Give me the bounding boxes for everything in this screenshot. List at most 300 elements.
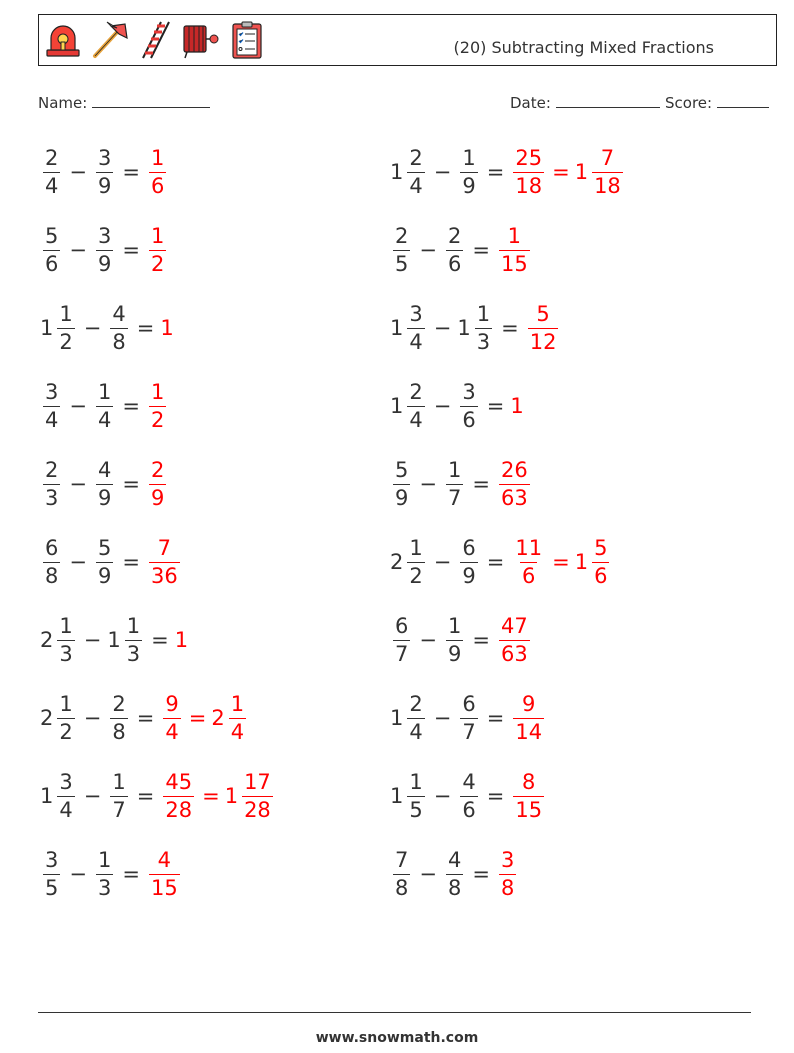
answer-numerator: 7 — [157, 535, 172, 560]
minuend-denominator: 4 — [409, 407, 423, 432]
answer-whole: 1 — [510, 394, 524, 418]
problem-item — [390, 220, 533, 280]
equals-sign: = — [122, 862, 140, 886]
equals-sign: = — [472, 238, 490, 262]
subtrahend-denominator: 9 — [447, 641, 462, 666]
minuend-denominator: 4 — [45, 173, 59, 198]
subtrahend-whole: 1 — [107, 628, 121, 652]
minuend-whole: 1 — [40, 316, 54, 340]
subtrahend-fraction — [125, 613, 142, 666]
subtrahend-denominator: 3 — [97, 875, 112, 900]
subtrahend-fraction — [446, 223, 463, 276]
problem-item — [40, 298, 175, 358]
minuend-fraction — [57, 769, 74, 822]
subtrahend-denominator: 7 — [462, 719, 476, 744]
subtrahend-numerator: 3 — [462, 379, 476, 404]
minuend-numerator: 2 — [45, 145, 59, 170]
answer-numerator: 2 — [150, 457, 165, 482]
answer-equals-sign: = — [202, 784, 220, 808]
minuend-denominator: 2 — [409, 563, 423, 588]
problem-item — [390, 142, 626, 202]
ladder-icon — [135, 20, 175, 60]
equals-sign: = — [136, 316, 155, 340]
equals-sign: = — [501, 316, 519, 340]
answer-mixed-numerator: 17 — [244, 769, 271, 794]
problem-item — [40, 454, 169, 514]
answer-denominator: 6 — [150, 173, 165, 198]
answer — [510, 769, 547, 822]
subtrahend-numerator: 1 — [462, 145, 476, 170]
minuend-fraction — [57, 691, 74, 744]
problem-item — [390, 688, 547, 748]
answer-numerator: 9 — [522, 691, 536, 716]
subtrahend-numerator: 1 — [112, 769, 126, 794]
answer-numerator: 5 — [536, 301, 550, 326]
answer-denominator: 2 — [150, 407, 165, 432]
subtrahend-fraction — [96, 223, 113, 276]
answer-numerator: 26 — [500, 457, 528, 482]
subtrahend-denominator: 3 — [126, 641, 141, 666]
minuend-numerator: 6 — [45, 535, 59, 560]
minuend-denominator: 4 — [409, 173, 423, 198]
minuend-whole: 2 — [390, 550, 404, 574]
answer-numerator: 4 — [157, 847, 172, 872]
minuend-whole: 1 — [390, 706, 404, 730]
worksheet-title: (20) Subtracting Mixed Fractions — [453, 38, 714, 57]
answer — [160, 691, 249, 744]
equals-sign: = — [486, 394, 505, 418]
subtrahend-denominator: 7 — [112, 797, 126, 822]
subtrahend-denominator: 3 — [476, 329, 491, 354]
minus-sign: − — [419, 472, 437, 496]
score-label: Score: — [665, 94, 713, 112]
problem-item — [390, 532, 612, 592]
answer-fraction — [163, 691, 180, 744]
minuend-whole: 1 — [390, 784, 404, 808]
minuend-numerator: 2 — [409, 691, 423, 716]
minuend-whole: 1 — [390, 394, 404, 418]
answer-denominator: 63 — [500, 641, 528, 666]
answer — [510, 535, 612, 588]
minuend-fraction — [43, 457, 60, 510]
minuend-denominator: 5 — [45, 875, 59, 900]
minuend-denominator: 2 — [59, 329, 73, 354]
subtrahend-fraction — [446, 457, 463, 510]
subtrahend-denominator: 8 — [112, 719, 126, 744]
equals-sign: = — [122, 550, 140, 574]
subtrahend-denominator: 6 — [447, 251, 462, 276]
answer — [146, 379, 169, 432]
answer-mixed-fraction — [229, 691, 246, 744]
subtrahend-denominator: 9 — [97, 173, 112, 198]
equals-sign: = — [486, 706, 505, 730]
equals-sign: = — [151, 628, 169, 652]
answer-numerator: 1 — [150, 379, 165, 404]
problem-item — [40, 142, 169, 202]
answer — [496, 613, 533, 666]
minus-sign: − — [69, 238, 87, 262]
minuend-fraction — [57, 613, 74, 666]
subtrahend-numerator: 1 — [97, 379, 112, 404]
answer-whole: 1 — [160, 316, 174, 340]
answer-denominator: 28 — [165, 797, 193, 822]
minuend-fraction — [43, 145, 60, 198]
equals-sign: = — [122, 160, 140, 184]
answer-fraction — [513, 535, 544, 588]
subtrahend-denominator: 9 — [462, 173, 476, 198]
minuend-numerator: 3 — [409, 301, 423, 326]
minus-sign: − — [419, 628, 437, 652]
answer-mixed-denominator: 28 — [244, 797, 271, 822]
answer-fraction — [149, 847, 180, 900]
minus-sign: − — [433, 316, 452, 340]
subtrahend-fraction — [446, 613, 463, 666]
fire-hose-reel-icon — [181, 20, 221, 60]
minuend-fraction — [43, 535, 60, 588]
minus-sign: − — [433, 394, 452, 418]
answer-numerator: 3 — [500, 847, 515, 872]
minuend-fraction — [393, 613, 410, 666]
subtrahend-fraction — [96, 457, 113, 510]
minuend-whole: 2 — [40, 628, 54, 652]
minuend-whole: 1 — [40, 784, 54, 808]
name-label: Name: — [38, 94, 88, 112]
minuend-numerator: 1 — [409, 535, 423, 560]
subtrahend-fraction — [460, 145, 477, 198]
answer-fraction — [499, 457, 530, 510]
answer-denominator: 15 — [150, 875, 178, 900]
date-blank — [556, 93, 660, 108]
subtrahend-denominator: 9 — [97, 485, 112, 510]
minus-sign: − — [83, 316, 102, 340]
answer-denominator: 36 — [150, 563, 178, 588]
equals-sign: = — [122, 238, 140, 262]
minuend-numerator: 1 — [409, 769, 423, 794]
minus-sign: − — [433, 160, 452, 184]
minuend-numerator: 2 — [45, 457, 59, 482]
equals-sign: = — [486, 784, 505, 808]
equals-sign: = — [122, 394, 140, 418]
worksheet-header — [38, 14, 777, 66]
subtrahend-numerator: 1 — [476, 301, 491, 326]
minuend-numerator: 3 — [45, 379, 59, 404]
minus-sign: − — [69, 472, 87, 496]
minuend-denominator: 7 — [395, 641, 409, 666]
equals-sign: = — [122, 472, 140, 496]
answer-mixed-numerator: 7 — [600, 145, 615, 170]
minuend-numerator: 5 — [45, 223, 59, 248]
problem-item — [390, 376, 525, 436]
name-field — [38, 93, 210, 112]
fire-axe-icon — [89, 20, 129, 60]
subtrahend-fraction — [96, 535, 113, 588]
minus-sign: − — [83, 628, 102, 652]
subtrahend-numerator: 4 — [462, 769, 476, 794]
answer-whole: 1 — [174, 628, 189, 652]
answer — [146, 847, 183, 900]
subtrahend-fraction — [110, 691, 127, 744]
subtrahend-denominator: 9 — [97, 251, 112, 276]
answer-mixed-whole: 2 — [211, 706, 225, 730]
answer — [146, 145, 169, 198]
problem-item — [390, 844, 519, 904]
answer-fraction — [513, 769, 544, 822]
minuend-numerator: 7 — [395, 847, 409, 872]
answer-numerator: 47 — [500, 613, 528, 638]
equals-sign: = — [472, 628, 490, 652]
minuend-numerator: 1 — [59, 301, 73, 326]
clipboard-checklist-icon — [227, 20, 267, 60]
minuend-fraction — [407, 691, 424, 744]
subtrahend-numerator: 1 — [447, 457, 462, 482]
problem-item — [40, 610, 189, 670]
problem-item — [40, 220, 169, 280]
subtrahend-numerator: 1 — [447, 613, 462, 638]
answer — [496, 457, 533, 510]
minuend-denominator: 4 — [409, 719, 423, 744]
answer-equals-sign: = — [188, 706, 207, 730]
answer-denominator: 14 — [515, 719, 543, 744]
problem-item — [40, 688, 249, 748]
minuend-fraction — [407, 145, 424, 198]
answer-mixed-fraction — [592, 535, 609, 588]
equals-sign: = — [486, 550, 505, 574]
answer-fraction — [499, 847, 516, 900]
score-field — [665, 93, 769, 112]
date-field — [510, 93, 660, 112]
subtrahend-numerator: 1 — [126, 613, 141, 638]
minuend-fraction — [43, 223, 60, 276]
subtrahend-denominator: 6 — [462, 797, 476, 822]
answer-mixed-whole: 1 — [574, 160, 589, 184]
answer-numerator: 1 — [150, 145, 165, 170]
minuend-numerator: 2 — [409, 379, 423, 404]
answer-numerator: 1 — [150, 223, 165, 248]
answer-denominator: 9 — [150, 485, 165, 510]
problem-item — [40, 532, 183, 592]
answer-denominator: 63 — [500, 485, 528, 510]
minus-sign: − — [419, 238, 437, 262]
answer-denominator: 2 — [150, 251, 165, 276]
minus-sign: − — [83, 706, 102, 730]
minus-sign: − — [433, 550, 452, 574]
equals-sign: = — [472, 862, 490, 886]
answer — [175, 628, 189, 652]
answer-denominator: 15 — [515, 797, 543, 822]
answer-fraction — [513, 145, 544, 198]
subtrahend-fraction — [96, 379, 113, 432]
subtrahend-denominator: 4 — [97, 407, 112, 432]
answer-fraction — [149, 223, 166, 276]
minuend-numerator: 1 — [59, 691, 73, 716]
equals-sign: = — [486, 160, 505, 184]
answer-fraction — [149, 457, 166, 510]
minuend-whole: 2 — [40, 706, 54, 730]
equals-sign: = — [472, 472, 490, 496]
answer-mixed-fraction — [242, 769, 273, 822]
subtrahend-fraction — [96, 847, 113, 900]
minuend-denominator: 3 — [59, 641, 73, 666]
answer — [496, 847, 519, 900]
answer-numerator: 1 — [507, 223, 522, 248]
subtrahend-numerator: 4 — [97, 457, 112, 482]
subtrahend-fraction — [460, 379, 477, 432]
answer — [146, 457, 169, 510]
equals-sign: = — [136, 784, 155, 808]
minus-sign: − — [69, 550, 87, 574]
answer-fraction — [149, 379, 166, 432]
subtrahend-denominator: 9 — [462, 563, 476, 588]
minuend-denominator: 4 — [409, 329, 423, 354]
answer-denominator: 18 — [515, 173, 543, 198]
answer — [146, 535, 183, 588]
minuend-denominator: 9 — [395, 485, 409, 510]
answer-fraction — [499, 613, 530, 666]
problem-item — [390, 454, 533, 514]
date-label: Date: — [510, 94, 551, 112]
answer-fraction — [163, 769, 194, 822]
subtrahend-numerator: 3 — [97, 223, 112, 248]
answer-mixed-fraction — [592, 145, 623, 198]
minuend-fraction — [407, 379, 424, 432]
minus-sign: − — [83, 784, 102, 808]
minuend-denominator: 2 — [59, 719, 73, 744]
subtrahend-fraction — [460, 691, 477, 744]
minuend-fraction — [407, 769, 424, 822]
answer-numerator: 11 — [515, 535, 543, 560]
subtrahend-denominator: 6 — [462, 407, 476, 432]
minuend-denominator: 5 — [395, 251, 409, 276]
answer — [160, 769, 275, 822]
answer-mixed-numerator: 1 — [230, 691, 245, 716]
minus-sign: − — [69, 862, 87, 886]
minuend-whole: 1 — [390, 160, 404, 184]
problem-item — [40, 376, 169, 436]
subtrahend-numerator: 6 — [462, 691, 476, 716]
minuend-fraction — [393, 223, 410, 276]
subtrahend-denominator: 7 — [447, 485, 462, 510]
subtrahend-fraction — [460, 535, 477, 588]
equals-sign: = — [136, 706, 155, 730]
minuend-fraction — [407, 535, 424, 588]
answer — [160, 316, 174, 340]
minuend-fraction — [393, 457, 410, 510]
minuend-whole: 1 — [390, 316, 404, 340]
minus-sign: − — [433, 706, 452, 730]
answer — [510, 145, 625, 198]
footer-url: www.snowmath.com — [315, 1030, 479, 1046]
minuend-denominator: 8 — [45, 563, 59, 588]
answer-denominator: 8 — [500, 875, 515, 900]
subtrahend-fraction — [110, 301, 127, 354]
answer — [525, 301, 562, 354]
minuend-denominator: 8 — [395, 875, 409, 900]
answer-mixed-denominator: 18 — [594, 173, 621, 198]
answer-denominator: 4 — [165, 719, 179, 744]
minus-sign: − — [69, 160, 87, 184]
name-blank — [92, 93, 210, 108]
subtrahend-denominator: 9 — [97, 563, 112, 588]
problem-item — [390, 610, 533, 670]
minuend-numerator: 6 — [395, 613, 409, 638]
minuend-fraction — [43, 847, 60, 900]
minuend-fraction — [43, 379, 60, 432]
minuend-fraction — [407, 301, 424, 354]
answer-denominator: 15 — [500, 251, 528, 276]
answer-fraction — [149, 535, 180, 588]
minuend-denominator: 3 — [45, 485, 59, 510]
subtrahend-numerator: 2 — [447, 223, 462, 248]
answer-fraction — [499, 223, 530, 276]
minuend-numerator: 3 — [59, 769, 73, 794]
subtrahend-denominator: 8 — [112, 329, 126, 354]
minuend-numerator: 1 — [59, 613, 73, 638]
answer — [496, 223, 533, 276]
problem-item — [390, 298, 561, 358]
problem-item — [40, 844, 183, 904]
answer-mixed-denominator: 4 — [230, 719, 245, 744]
answer-fraction — [149, 145, 166, 198]
minuend-fraction — [57, 301, 74, 354]
answer-numerator: 45 — [165, 769, 193, 794]
subtrahend-numerator: 5 — [97, 535, 112, 560]
answer-numerator: 8 — [522, 769, 536, 794]
answer — [146, 223, 169, 276]
minus-sign: − — [433, 784, 452, 808]
subtrahend-numerator: 1 — [97, 847, 112, 872]
minus-sign: − — [69, 394, 87, 418]
answer-fraction — [528, 301, 559, 354]
minuend-denominator: 6 — [45, 251, 59, 276]
minuend-numerator: 2 — [395, 223, 409, 248]
header-icons — [43, 20, 267, 62]
subtrahend-whole: 1 — [457, 316, 471, 340]
minuend-numerator: 2 — [409, 145, 423, 170]
subtrahend-numerator: 6 — [462, 535, 476, 560]
subtrahend-fraction — [460, 769, 477, 822]
subtrahend-numerator: 4 — [112, 301, 126, 326]
minuend-denominator: 4 — [59, 797, 73, 822]
subtrahend-fraction — [96, 145, 113, 198]
subtrahend-numerator: 3 — [97, 145, 112, 170]
answer-numerator: 9 — [165, 691, 179, 716]
minuend-numerator: 5 — [395, 457, 409, 482]
minuend-numerator: 3 — [45, 847, 59, 872]
answer-denominator: 6 — [522, 563, 536, 588]
answer-mixed-denominator: 6 — [594, 563, 608, 588]
subtrahend-fraction — [446, 847, 463, 900]
subtrahend-numerator: 4 — [447, 847, 462, 872]
score-blank — [717, 93, 769, 108]
subtrahend-fraction — [110, 769, 127, 822]
minuend-fraction — [393, 847, 410, 900]
subtrahend-denominator: 8 — [447, 875, 462, 900]
answer-mixed-whole: 1 — [224, 784, 239, 808]
answer-fraction — [513, 691, 544, 744]
footer-divider — [38, 1012, 751, 1013]
fire-alarm-light-icon — [43, 20, 83, 60]
minuend-denominator: 5 — [409, 797, 423, 822]
subtrahend-fraction — [475, 301, 492, 354]
subtrahend-numerator: 2 — [112, 691, 126, 716]
problem-item — [390, 766, 547, 826]
answer-denominator: 12 — [529, 329, 557, 354]
answer-numerator: 25 — [515, 145, 543, 170]
answer-equals-sign: = — [552, 550, 570, 574]
answer-mixed-whole: 1 — [574, 550, 589, 574]
problem-item — [40, 766, 276, 826]
answer-mixed-numerator: 5 — [594, 535, 608, 560]
